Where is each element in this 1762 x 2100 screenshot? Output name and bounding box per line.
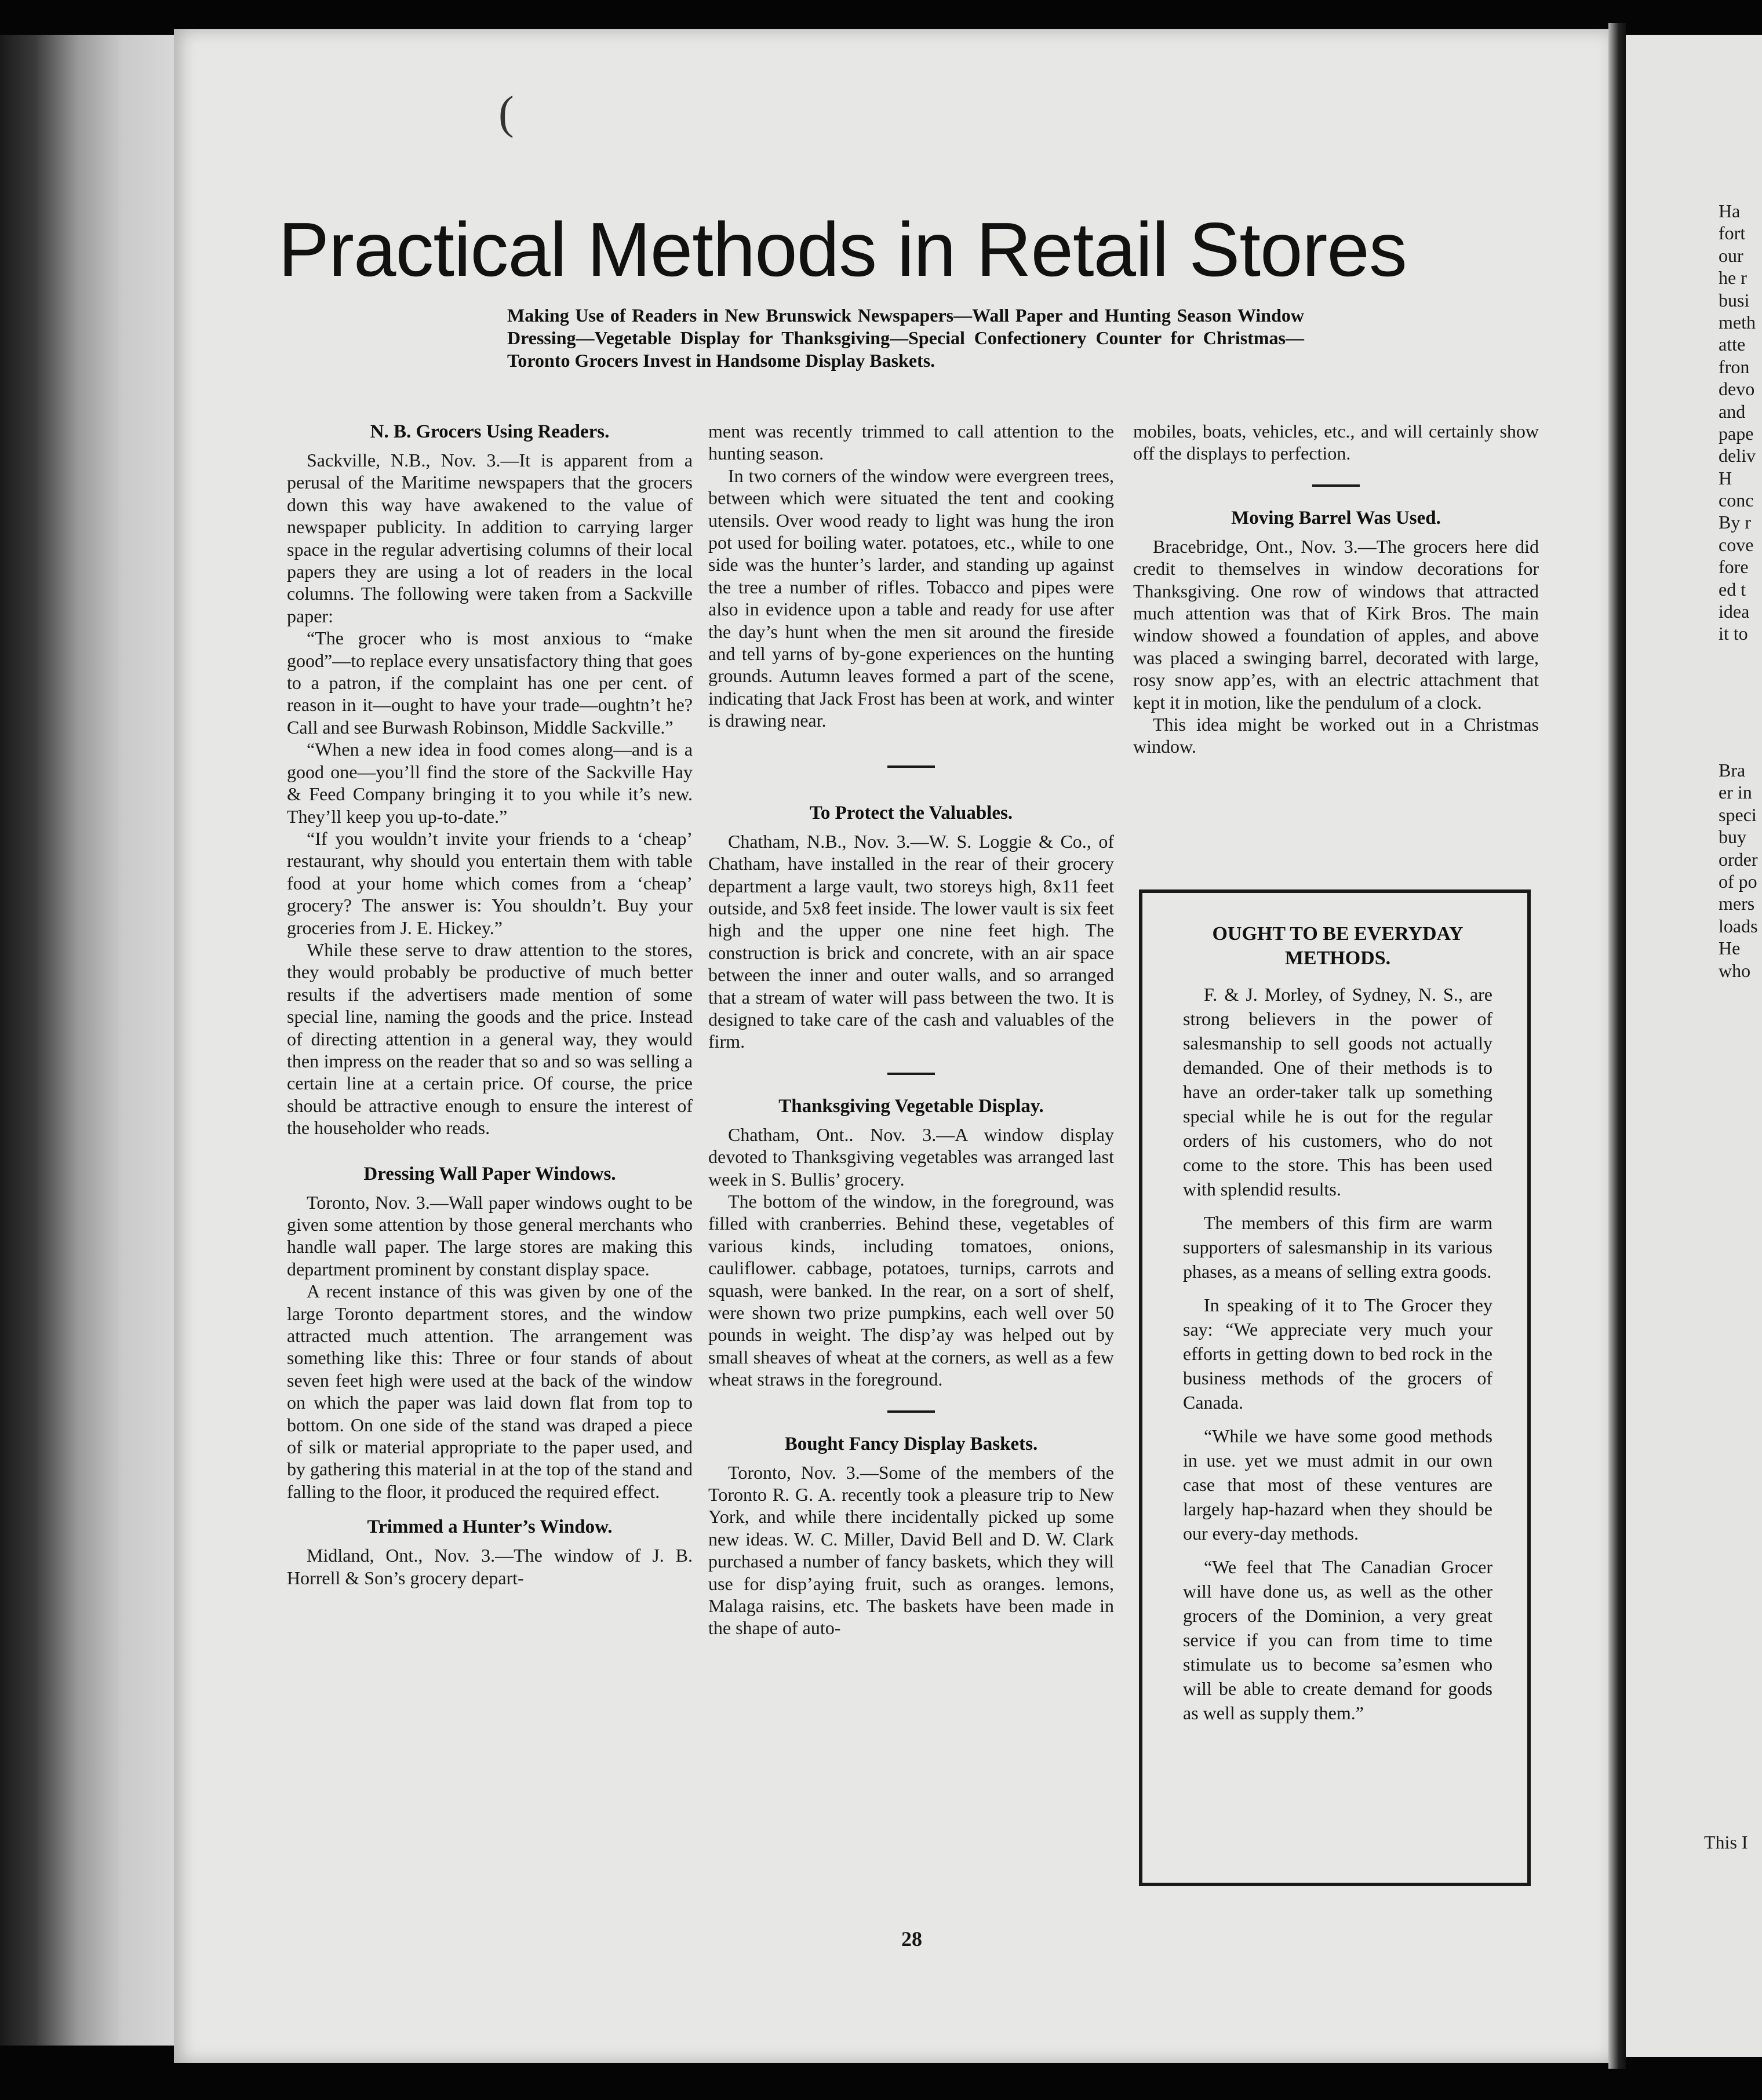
box-paragraph: The members of this firm are warm supporters of salesmanship in its various phases, as a means of selling extra goods. [1183, 1212, 1492, 1282]
paragraph: While these serve to draw attention to the stores, they would probably be productive of much better results if the advertisers made mention of some special line, naming the goods and the price. Instead of directing attention in a general way, they would then impress on the reader that so and so was selling a certain line at a certain price. Of course, the price should be attractive enough to ensure the interest of the householder who reads. [287, 939, 693, 1139]
fragment-line: busi [1719, 289, 1750, 311]
book-spine [0, 35, 174, 2046]
fragment-line: fron [1719, 356, 1750, 377]
box-heading: OUGHT TO BE EVERYDAY METHODS. [1212, 923, 1464, 969]
page-number: 28 [901, 1927, 922, 1950]
box-paragraph: In speaking of it to The Grocer they say: “We appreciate very much your efforts in getting down to bed rock in the business methods of the grocers of Canada. [1183, 1295, 1492, 1413]
section-heading: Bought Fancy Display Baskets. [784, 1433, 1038, 1454]
fragment-line: loads [1719, 915, 1758, 936]
article-column-1 [287, 420, 693, 1589]
article-column-3 [1133, 420, 1539, 758]
paragraph: Midland, Ont., Nov. 3.—The window of J. B. Horrell & Son’s grocery depart- [287, 1545, 693, 1588]
fragment-line: fort [1719, 223, 1746, 244]
fragment-line: ed t [1719, 578, 1746, 600]
fragment-line: it to [1719, 623, 1748, 644]
paragraph: Toronto, Nov. 3.—Wall paper windows ought to be given some attention by those general merchants who handle wall paper. The large stores are making this department prominent by constant display space. [287, 1191, 693, 1279]
fragment-line: conc [1719, 490, 1754, 511]
section-heading: Thanksgiving Vegetable Display. [778, 1095, 1044, 1117]
fragment-line: fore [1719, 556, 1749, 578]
subheadline-deck: Making Use of Readers in New Brunswick Newspapers—Wall Paper and Hunting Season Window Dressing—Vegetable Display for Thanksgiving—Special Confectionery Counter for Christmas—Toronto Grocers Invest in Handsome Display Baskets. [507, 305, 1304, 371]
fragment-line: mers [1719, 893, 1755, 914]
section-heading: Moving Barrel Was Used. [1231, 507, 1441, 528]
paragraph: Chatham, Ont.. Nov. 3.—A window display devoted to Thanksgiving vegetables was arranged last week in S. Bullis’ grocery. [708, 1124, 1114, 1190]
fragment-line: speci [1719, 804, 1757, 825]
fragment-line: devo [1719, 378, 1755, 400]
section-heading: To Protect the Valuables. [809, 802, 1013, 823]
article-column-2 [708, 420, 1114, 1639]
section-heading: Dressing Wall Paper Windows. [363, 1163, 616, 1184]
fragment-line: By r [1719, 512, 1751, 533]
fragment-line: atte [1719, 334, 1746, 355]
box-paragraph: “While we have some good methods in use. yet we must admit in our own case that most of these ventures are largely hap-hazard when they should be our every-day methods. [1183, 1425, 1492, 1544]
fragment-line: pape [1719, 422, 1754, 444]
fragment-line: buy [1719, 826, 1746, 848]
fragment-line: er in [1719, 782, 1752, 803]
fragment-line: H [1719, 467, 1732, 488]
adjacent-page-text-mid [1719, 759, 1762, 982]
headline: Practical Methods in Retail Stores [278, 207, 1407, 292]
box-paragraph: F. & J. Morley, of Sydney, N. S., are strong believers in the power of salesmanship to sell goods not actually demanded. One of their methods is to have an order-taker talk up something special while he is out for the regular orders of his customers, who do not come to the store. This has been used with splendid results. [1183, 984, 1492, 1200]
paragraph: Chatham, N.B., Nov. 3.—W. S. Loggie & Co., of Chatham, have installed in the rear of their grocery department a large vault, two storeys high, 8x11 feet outside, and 5x8 feet inside. The lower vault is six feet high and the upper one nine feet high. The construction is brick and concrete, with an air space between the inner and outer walls, and so arranged that a stream of water will pass between the two. It is designed to take care of the cash and valuables of the firm. [708, 830, 1114, 1052]
adjacent-page-text-top [1719, 200, 1762, 645]
paragraph: The bottom of the window, in the foreground, was filled with cranberries. Behind these, vegetables of various kinds, including tomatoes, onions, cauliflower. cabbage, potatoes, turnips, carrots and squash, were banked. In the rear, on a sort of shelf, were shown two prize pumpkins, each well over 50 pounds in weight. The disp’ay was helped out by small sheaves of wheat at the corners, as well as a few wheat straws in the foreground. [708, 1190, 1114, 1390]
paragraph: mobiles, boats, vehicles, etc., and will certainly show off the displays to perfection. [1133, 421, 1539, 464]
paragraph: “When a new idea in food comes along—and is a good one—you’ll find the store of the Sackville Hay & Feed Company bringing it to you while it’s new. They’ll keep you up-to-date.” [287, 739, 693, 827]
pencil-mark: ( [498, 88, 514, 138]
section-divider [887, 765, 935, 768]
fragment-line: order [1719, 848, 1758, 870]
fragment-line: cove [1719, 534, 1754, 555]
fragment-line: our [1719, 245, 1743, 266]
fragment-line: Bra [1719, 760, 1746, 781]
sidebar-box [1139, 889, 1531, 1886]
paragraph: This idea might be worked out in a Christmas window. [1133, 714, 1539, 757]
paragraph: Toronto, Nov. 3.—Some of the members of the Toronto R. G. A. recently took a pleasure trip to New York, and while there incidentally picked up some new ideas. W. C. Miller, David Bell and D. W. Clark purchased a number of fancy baskets, which they will use for disp’aying fruit, such as oranges. lemons, Malaga raisins, etc. The baskets have been made in the shape of auto- [708, 1461, 1114, 1639]
fragment-line: and [1719, 400, 1746, 422]
box-paragraph: “We feel that The Canadian Grocer will have done us, as well as the other grocers of the Dominion, a very great service if you can from time to time stimulate us to become sa’esmen who will be able to create demand for goods as well as supply them.” [1183, 1556, 1492, 1723]
fragment-line: of po [1719, 870, 1757, 892]
paragraph: In two corners of the window were evergreen trees, between which were situated the tent and cooking utensils. Over wood ready to light was hung the iron pot used for boiling water. potatoes, etc., while to one side was the hunter’s larder, and standing up against the tree a number of rifles. Tobacco and pipes were also in evidence upon a table and ready for use after the day’s hunt when the men sit around the fireside and tell yarns of by-gone experiences on the hunting grounds. Autumn leaves formed a part of the scene, indicating that Jack Frost has been at work, and winter is drawing near. [708, 465, 1114, 731]
fragment-line: He [1719, 938, 1741, 959]
adjacent-page-text-bottom: This I [1704, 1832, 1748, 1853]
section-heading: N. B. Grocers Using Readers. [370, 421, 610, 442]
paragraph: “If you wouldn’t invite your friends to a ‘cheap’ restaurant, why should you entertain them with table food at your home which comes from a ‘cheap’ grocery? The answer is: You shouldn’t. Buy your groceries from J. E. Hickey.” [287, 827, 693, 938]
fragment-line: meth [1719, 311, 1756, 333]
fragment-line: Ha [1719, 200, 1741, 221]
fragment-line: he r [1719, 267, 1747, 289]
fragment-line: deliv [1719, 445, 1756, 466]
section-divider [887, 1410, 935, 1413]
fragment-line: idea [1719, 601, 1750, 622]
fragment-line: who [1719, 960, 1751, 981]
paragraph: Bracebridge, Ont., Nov. 3.—The grocers here did credit to themselves in window decorations for Thanksgiving. One row of windows that attracted much attention was that of Kirk Bros. The main window showed a foundation of apples, and above was placed a swinging barrel, decorated with large, rosy snow app’es, with an electric attachment that kept it in motion, like the pendulum of a clock. [1133, 535, 1539, 713]
paragraph: A recent instance of this was given by one of the large Toronto department stores, and the window attracted much attention. The arrangement was something like this: Three or four stands of about seven feet high were used at the back of the window on which the paper was laid down flat from top to bottom. On one side of the stand was draped a piece of silk or material appropriate to the paper used, and by gathering this material in at the top of the stand and falling to the floor, it produced the required effect. [287, 1281, 693, 1502]
section-heading: Trimmed a Hunter’s Window. [367, 1516, 613, 1538]
section-divider [1312, 484, 1360, 487]
section-divider [887, 1073, 935, 1075]
paragraph: Sackville, N.B., Nov. 3.—It is apparent from a perusal of the Maritime newspapers that the grocers down this way have awakened to the value of newspaper publicity. In addition to carrying larger space in the regular advertising columns of their local papers they are using a lot of readers in the local columns. The following were taken from a Sackville paper: [287, 450, 693, 626]
page-gutter [1608, 23, 1626, 2069]
paragraph: “The grocer who is most anxious to “make good”—to replace every unsatisfactory thing that goes to a patron, if the complaint has one per cent. of reason in it—ought to have your trade—oughtn’t he? Call and see Burwash Robinson, Middle Sackville.” [287, 628, 693, 738]
paragraph: ment was recently trimmed to call attention to the hunting season. [708, 421, 1114, 464]
